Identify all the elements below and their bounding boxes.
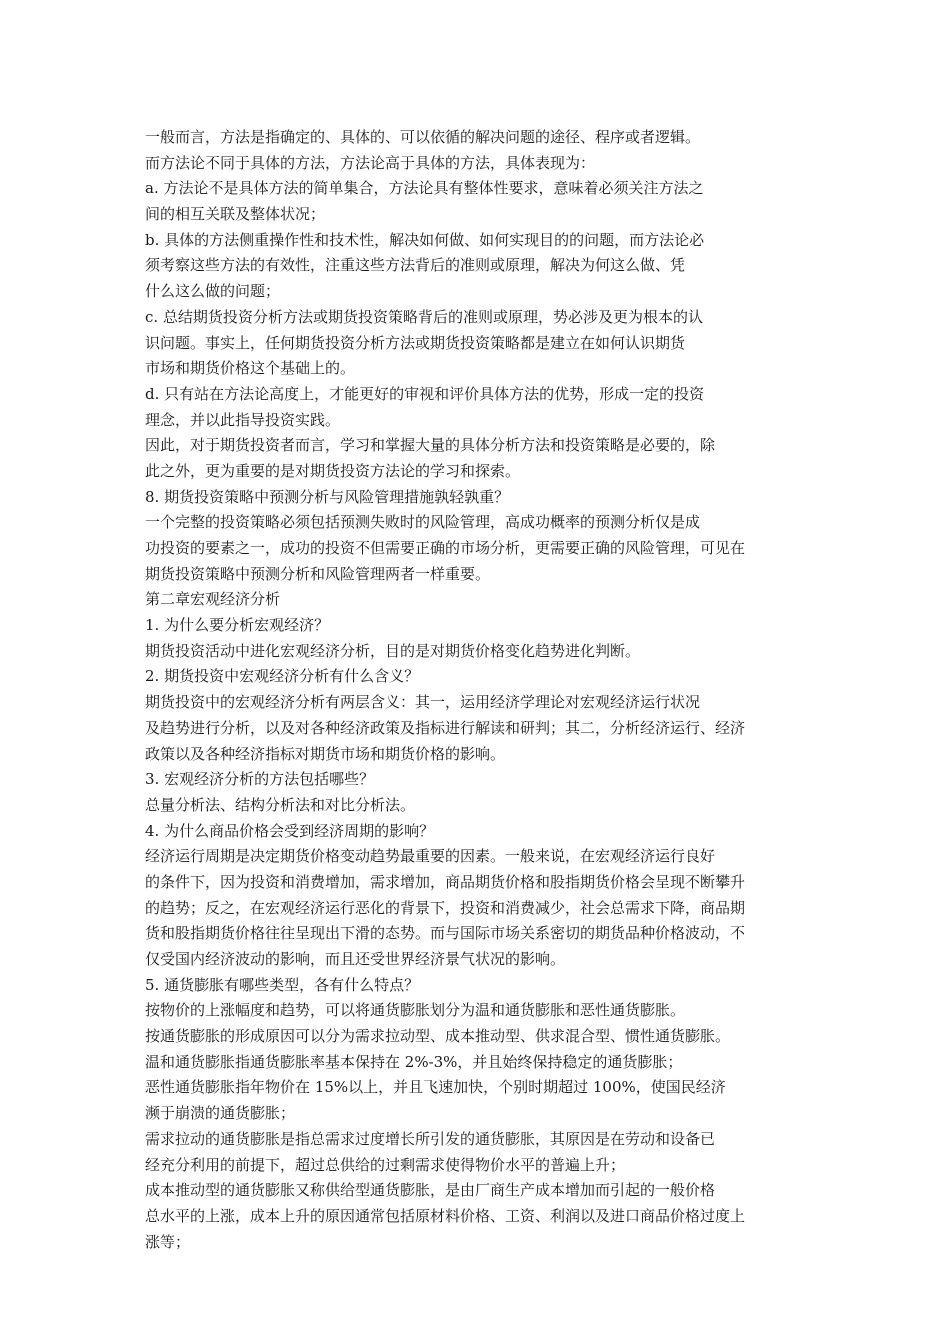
text-line: a. 方法论不是具体方法的简单集合，方法论具有整体性要求，意味着必须关注方法之 [145,179,704,198]
text-line: 按物价的上涨幅度和趋势，可以将通货膨胀划分为温和通货膨胀和恶性通货膨胀。 [145,1001,686,1020]
text-line: 3. 宏观经济分析的方法包括哪些？ [145,770,375,789]
text-line: 什么这么做的问题； [145,282,281,301]
text-line: 货和股指期货价格往往呈现出下滑的态势。而与国际市场关系密切的期货品种价格波动，不 [145,924,746,943]
text-line: 而方法论不同于具体的方法，方法论高于具体的方法，具体表现为： [145,153,596,172]
text-line: 一个完整的投资策略必须包括预测失败时的风险管理，高成功概率的预测分析仅是成 [145,513,701,532]
text-line: 须考察这些方法的有效性，注重这些方法背后的准则或原理，解决为何这么做、凭 [145,256,686,275]
text-line: 8. 期货投资策略中预测分析与风险管理措施孰轻孰重？ [145,487,510,506]
text-line: 1. 为什么要分析宏观经济？ [145,616,330,635]
text-line: 及趋势进行分析，以及对各种经济政策及指标进行解读和研判；其二，分析经济运行、经济 [145,718,746,737]
text-line: 的趋势；反之，在宏观经济运行恶化的背景下，投资和消费减少，社会总需求下降，商品期 [145,898,746,917]
text-line: b. 具体的方法侧重操作性和技术性，解决如何做、如何实现目的的问题，而方法论必 [145,230,705,249]
text-line: 政策以及各种经济指标对期货市场和期货价格的影响。 [145,744,506,763]
text-line: 成本推动型的通货膨胀又称供给型通货膨胀，是由厂商生产成本增加而引起的一般价格 [145,1181,716,1200]
text-line: 总水平的上涨，成本上升的原因通常包括原材料价格、工资、利润以及进口商品价格过度上 [145,1206,746,1225]
text-line: 第二章宏观经济分析 [145,590,281,609]
text-line: 期货投资策略中预测分析和风险管理两者一样重要。 [145,564,491,583]
text-line: 濒于崩溃的通货膨胀； [145,1104,296,1123]
text-line: 按通货膨胀的形成原因可以分为需求拉动型、成本推动型、供求混合型、惯性通货膨胀。 [145,1027,731,1046]
text-line: 市场和期货价格这个基础上的。 [145,359,356,378]
text-line: 需求拉动的通货膨胀是指总需求过度增长所引发的通货膨胀，其原因是在劳动和设备已 [145,1129,716,1148]
text-line: 经济运行周期是决定期货价格变动趋势最重要的因素。一般来说，在宏观经济运行良好 [145,847,716,866]
text-line: d. 只有站在方法论高度上，才能更好的审视和评价具体方法的优势，形成一定的投资 [145,384,705,403]
text-line: 经充分利用的前提下，超过总供给的过剩需求使得物价水平的普遍上升； [145,1155,626,1174]
text-line: 识问题。事实上，任何期货投资分析方法或期货投资策略都是建立在如何认识期货 [145,333,686,352]
text-line: 的条件下，因为投资和消费增加，需求增加，商品期货价格和股指期货价格会呈现不断攀升 [145,872,746,891]
document-body [145,125,805,1255]
text-line: 2. 期货投资中宏观经济分析有什么含义？ [145,667,420,686]
text-line: 一般而言，方法是指确定的、具体的、可以依循的解决问题的途径、程序或者逻辑。 [145,128,701,146]
text-line: 总量分析法、结构分析法和对比分析法。 [145,795,416,814]
text-line: 此之外，更为重要的是对期货投资方法论的学习和探索。 [145,461,521,480]
text-line: 4. 为什么商品价格会受到经济周期的影响？ [145,821,435,840]
text-line: 理念，并以此指导投资实践。 [145,410,341,429]
text-line: 期货投资活动中进化宏观经济分析，目的是对期货价格变化趋势进化判断。 [145,641,641,660]
text-line: 温和通货膨胀指通货膨胀率基本保持在 2%-3%，并且始终保持稳定的通货膨胀； [145,1052,683,1071]
text-line: c. 总结期货投资分析方法或期货投资策略背后的准则或原理，势必涉及更为根本的认 [145,307,703,326]
text-line: 因此，对于期货投资者而言，学习和掌握大量的具体分析方法和投资策略是必要的，除 [145,436,716,455]
text-line: 功投资的要素之一，成功的投资不但需要正确的市场分析，更需要正确的风险管理，可见在 [145,539,746,557]
text-line: 涨等； [145,1232,191,1251]
text-line: 恶性通货膨胀指年物价在 15%以上，并且飞速加快，个别时期超过 100%，使国民经济 [145,1078,726,1097]
text-line: 期货投资中的宏观经济分析有两层含义：其一，运用经济学理论对宏观经济运行状况 [145,693,701,712]
text-line: 仅受国内经济波动的影响，而且还受世界经济景气状况的影响。 [145,950,566,968]
text-line: 5. 通货膨胀有哪些类型，各有什么特点？ [145,975,420,994]
text-line: 间的相互关联及整体状况； [145,205,326,224]
